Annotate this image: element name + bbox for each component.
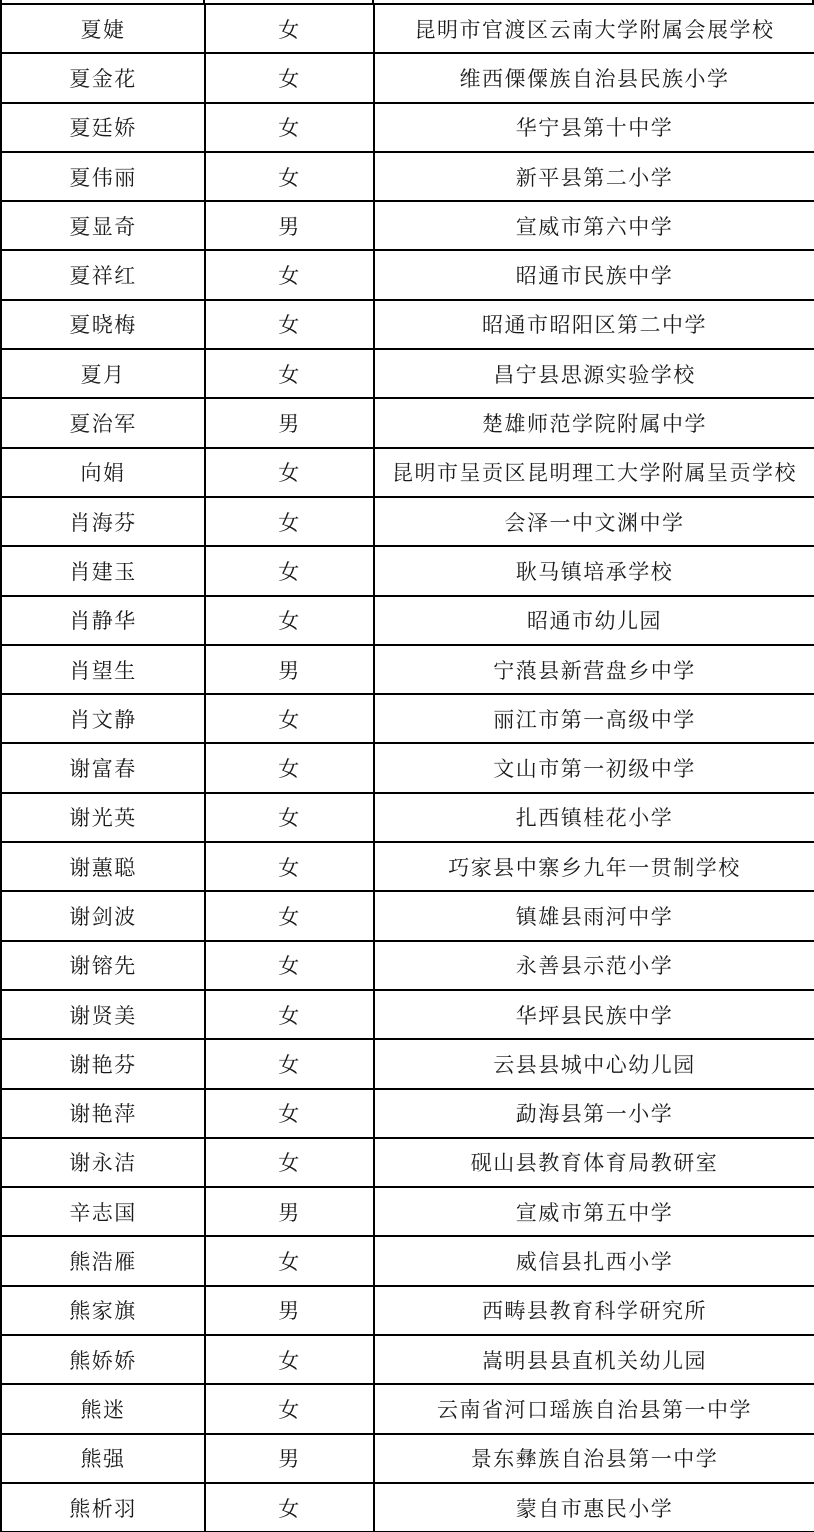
school-cell: 耿马镇培承学校 — [374, 546, 814, 595]
table-row — [1, 842, 814, 891]
person-name-cell: 夏月 — [1, 349, 205, 398]
gender-cell: 女 — [205, 300, 374, 349]
school-cell: 嵩明县县直机关幼儿园 — [374, 1335, 814, 1384]
gender-cell: 男 — [205, 398, 374, 447]
gender-cell: 女 — [205, 546, 374, 595]
table-border-stub — [372, 0, 374, 3]
roster-table-body — [1, 4, 814, 1532]
school-cell: 宁蒗县新营盘乡中学 — [374, 645, 814, 694]
table-row — [1, 349, 814, 398]
gender-cell: 女 — [205, 152, 374, 201]
table-row — [1, 596, 814, 645]
gender-cell: 男 — [205, 1187, 374, 1236]
table-row — [1, 1236, 814, 1285]
person-name-cell: 夏晓梅 — [1, 300, 205, 349]
gender-cell: 女 — [205, 596, 374, 645]
school-cell: 会泽一中文渊中学 — [374, 497, 814, 546]
gender-cell: 女 — [205, 743, 374, 792]
person-name-cell: 夏伟丽 — [1, 152, 205, 201]
person-name-cell: 谢富春 — [1, 743, 205, 792]
table-row — [1, 497, 814, 546]
person-name-cell: 谢剑波 — [1, 891, 205, 940]
gender-cell: 女 — [205, 497, 374, 546]
person-name-cell: 肖望生 — [1, 645, 205, 694]
table-row — [1, 941, 814, 990]
person-name-cell: 谢永洁 — [1, 1138, 205, 1187]
school-cell: 昆明市呈贡区昆明理工大学附属呈贡学校 — [374, 448, 814, 497]
person-name-cell: 熊浩雁 — [1, 1236, 205, 1285]
school-cell: 威信县扎西小学 — [374, 1236, 814, 1285]
table-row — [1, 53, 814, 102]
person-name-cell: 辛志国 — [1, 1187, 205, 1236]
clipped-previous-row — [0, 0, 814, 3]
person-name-cell: 夏治军 — [1, 398, 205, 447]
person-name-cell: 熊迷 — [1, 1384, 205, 1433]
gender-cell: 女 — [205, 1335, 374, 1384]
school-cell: 昆明市官渡区云南大学附属会展学校 — [374, 4, 814, 53]
gender-cell: 女 — [205, 4, 374, 53]
table-row — [1, 398, 814, 447]
table-row — [1, 300, 814, 349]
gender-cell: 女 — [205, 1483, 374, 1532]
school-cell: 昌宁县思源实验学校 — [374, 349, 814, 398]
school-cell: 云县县城中心幼儿园 — [374, 1039, 814, 1088]
school-cell: 昭通市幼儿园 — [374, 596, 814, 645]
table-row — [1, 743, 814, 792]
person-name-cell: 熊家旗 — [1, 1286, 205, 1335]
table-row — [1, 1384, 814, 1433]
school-cell: 华宁县第十中学 — [374, 103, 814, 152]
person-name-cell: 夏金花 — [1, 53, 205, 102]
school-cell: 勐海县第一小学 — [374, 1089, 814, 1138]
table-row — [1, 1483, 814, 1532]
person-name-cell: 谢镕先 — [1, 941, 205, 990]
school-cell: 维西傈僳族自治县民族小学 — [374, 53, 814, 102]
gender-cell: 女 — [205, 694, 374, 743]
school-cell: 昭通市昭阳区第二中学 — [374, 300, 814, 349]
table-row — [1, 990, 814, 1039]
school-cell: 文山市第一初级中学 — [374, 743, 814, 792]
gender-cell: 男 — [205, 1286, 374, 1335]
gender-cell: 女 — [205, 53, 374, 102]
gender-cell: 女 — [205, 1039, 374, 1088]
person-name-cell: 夏祥红 — [1, 250, 205, 299]
school-cell: 华坪县民族中学 — [374, 990, 814, 1039]
person-name-cell: 夏廷娇 — [1, 103, 205, 152]
table-row — [1, 448, 814, 497]
table-row — [1, 1039, 814, 1088]
gender-cell: 女 — [205, 793, 374, 842]
school-cell: 宣威市第五中学 — [374, 1187, 814, 1236]
gender-cell: 女 — [205, 349, 374, 398]
school-cell: 宣威市第六中学 — [374, 201, 814, 250]
gender-cell: 女 — [205, 448, 374, 497]
table-row — [1, 546, 814, 595]
school-cell: 丽江市第一高级中学 — [374, 694, 814, 743]
gender-cell: 女 — [205, 1384, 374, 1433]
table-row — [1, 1335, 814, 1384]
table-row — [1, 1187, 814, 1236]
table-row — [1, 250, 814, 299]
gender-cell: 女 — [205, 1089, 374, 1138]
person-name-cell: 向娟 — [1, 448, 205, 497]
table-row — [1, 1138, 814, 1187]
gender-cell: 女 — [205, 842, 374, 891]
school-cell: 砚山县教育体育局教研室 — [374, 1138, 814, 1187]
person-name-cell: 熊娇娇 — [1, 1335, 205, 1384]
person-name-cell: 肖海芬 — [1, 497, 205, 546]
school-cell: 昭通市民族中学 — [374, 250, 814, 299]
gender-cell: 男 — [205, 645, 374, 694]
person-name-cell: 谢蕙聪 — [1, 842, 205, 891]
school-cell: 景东彝族自治县第一中学 — [374, 1434, 814, 1483]
person-name-cell: 夏显奇 — [1, 201, 205, 250]
table-row — [1, 645, 814, 694]
school-cell: 西畴县教育科学研究所 — [374, 1286, 814, 1335]
school-cell: 巧家县中寨乡九年一贯制学校 — [374, 842, 814, 891]
person-name-cell: 谢贤美 — [1, 990, 205, 1039]
person-name-cell: 夏婕 — [1, 4, 205, 53]
table-row — [1, 152, 814, 201]
table-row — [1, 201, 814, 250]
roster-table — [0, 3, 814, 1532]
table-row — [1, 1089, 814, 1138]
gender-cell: 男 — [205, 201, 374, 250]
school-cell: 蒙自市惠民小学 — [374, 1483, 814, 1532]
table-border-stub — [0, 0, 2, 3]
table-row — [1, 694, 814, 743]
gender-cell: 女 — [205, 941, 374, 990]
table-row — [1, 103, 814, 152]
gender-cell: 男 — [205, 1434, 374, 1483]
gender-cell: 女 — [205, 1236, 374, 1285]
table-row — [1, 891, 814, 940]
school-cell: 新平县第二小学 — [374, 152, 814, 201]
person-name-cell: 熊析羽 — [1, 1483, 205, 1532]
person-name-cell: 肖文静 — [1, 694, 205, 743]
gender-cell: 女 — [205, 1138, 374, 1187]
person-name-cell: 谢艳芬 — [1, 1039, 205, 1088]
school-cell: 镇雄县雨河中学 — [374, 891, 814, 940]
school-cell: 云南省河口瑶族自治县第一中学 — [374, 1384, 814, 1433]
table-border-stub — [203, 0, 205, 3]
gender-cell: 女 — [205, 103, 374, 152]
gender-cell: 女 — [205, 250, 374, 299]
person-name-cell: 谢艳萍 — [1, 1089, 205, 1138]
table-row — [1, 1434, 814, 1483]
person-name-cell: 谢光英 — [1, 793, 205, 842]
person-name-cell: 肖静华 — [1, 596, 205, 645]
school-cell: 楚雄师范学院附属中学 — [374, 398, 814, 447]
person-name-cell: 肖建玉 — [1, 546, 205, 595]
table-row — [1, 793, 814, 842]
gender-cell: 女 — [205, 891, 374, 940]
school-cell: 永善县示范小学 — [374, 941, 814, 990]
gender-cell: 女 — [205, 990, 374, 1039]
table-row — [1, 1286, 814, 1335]
table-row — [1, 4, 814, 53]
person-name-cell: 熊强 — [1, 1434, 205, 1483]
school-cell: 扎西镇桂花小学 — [374, 793, 814, 842]
